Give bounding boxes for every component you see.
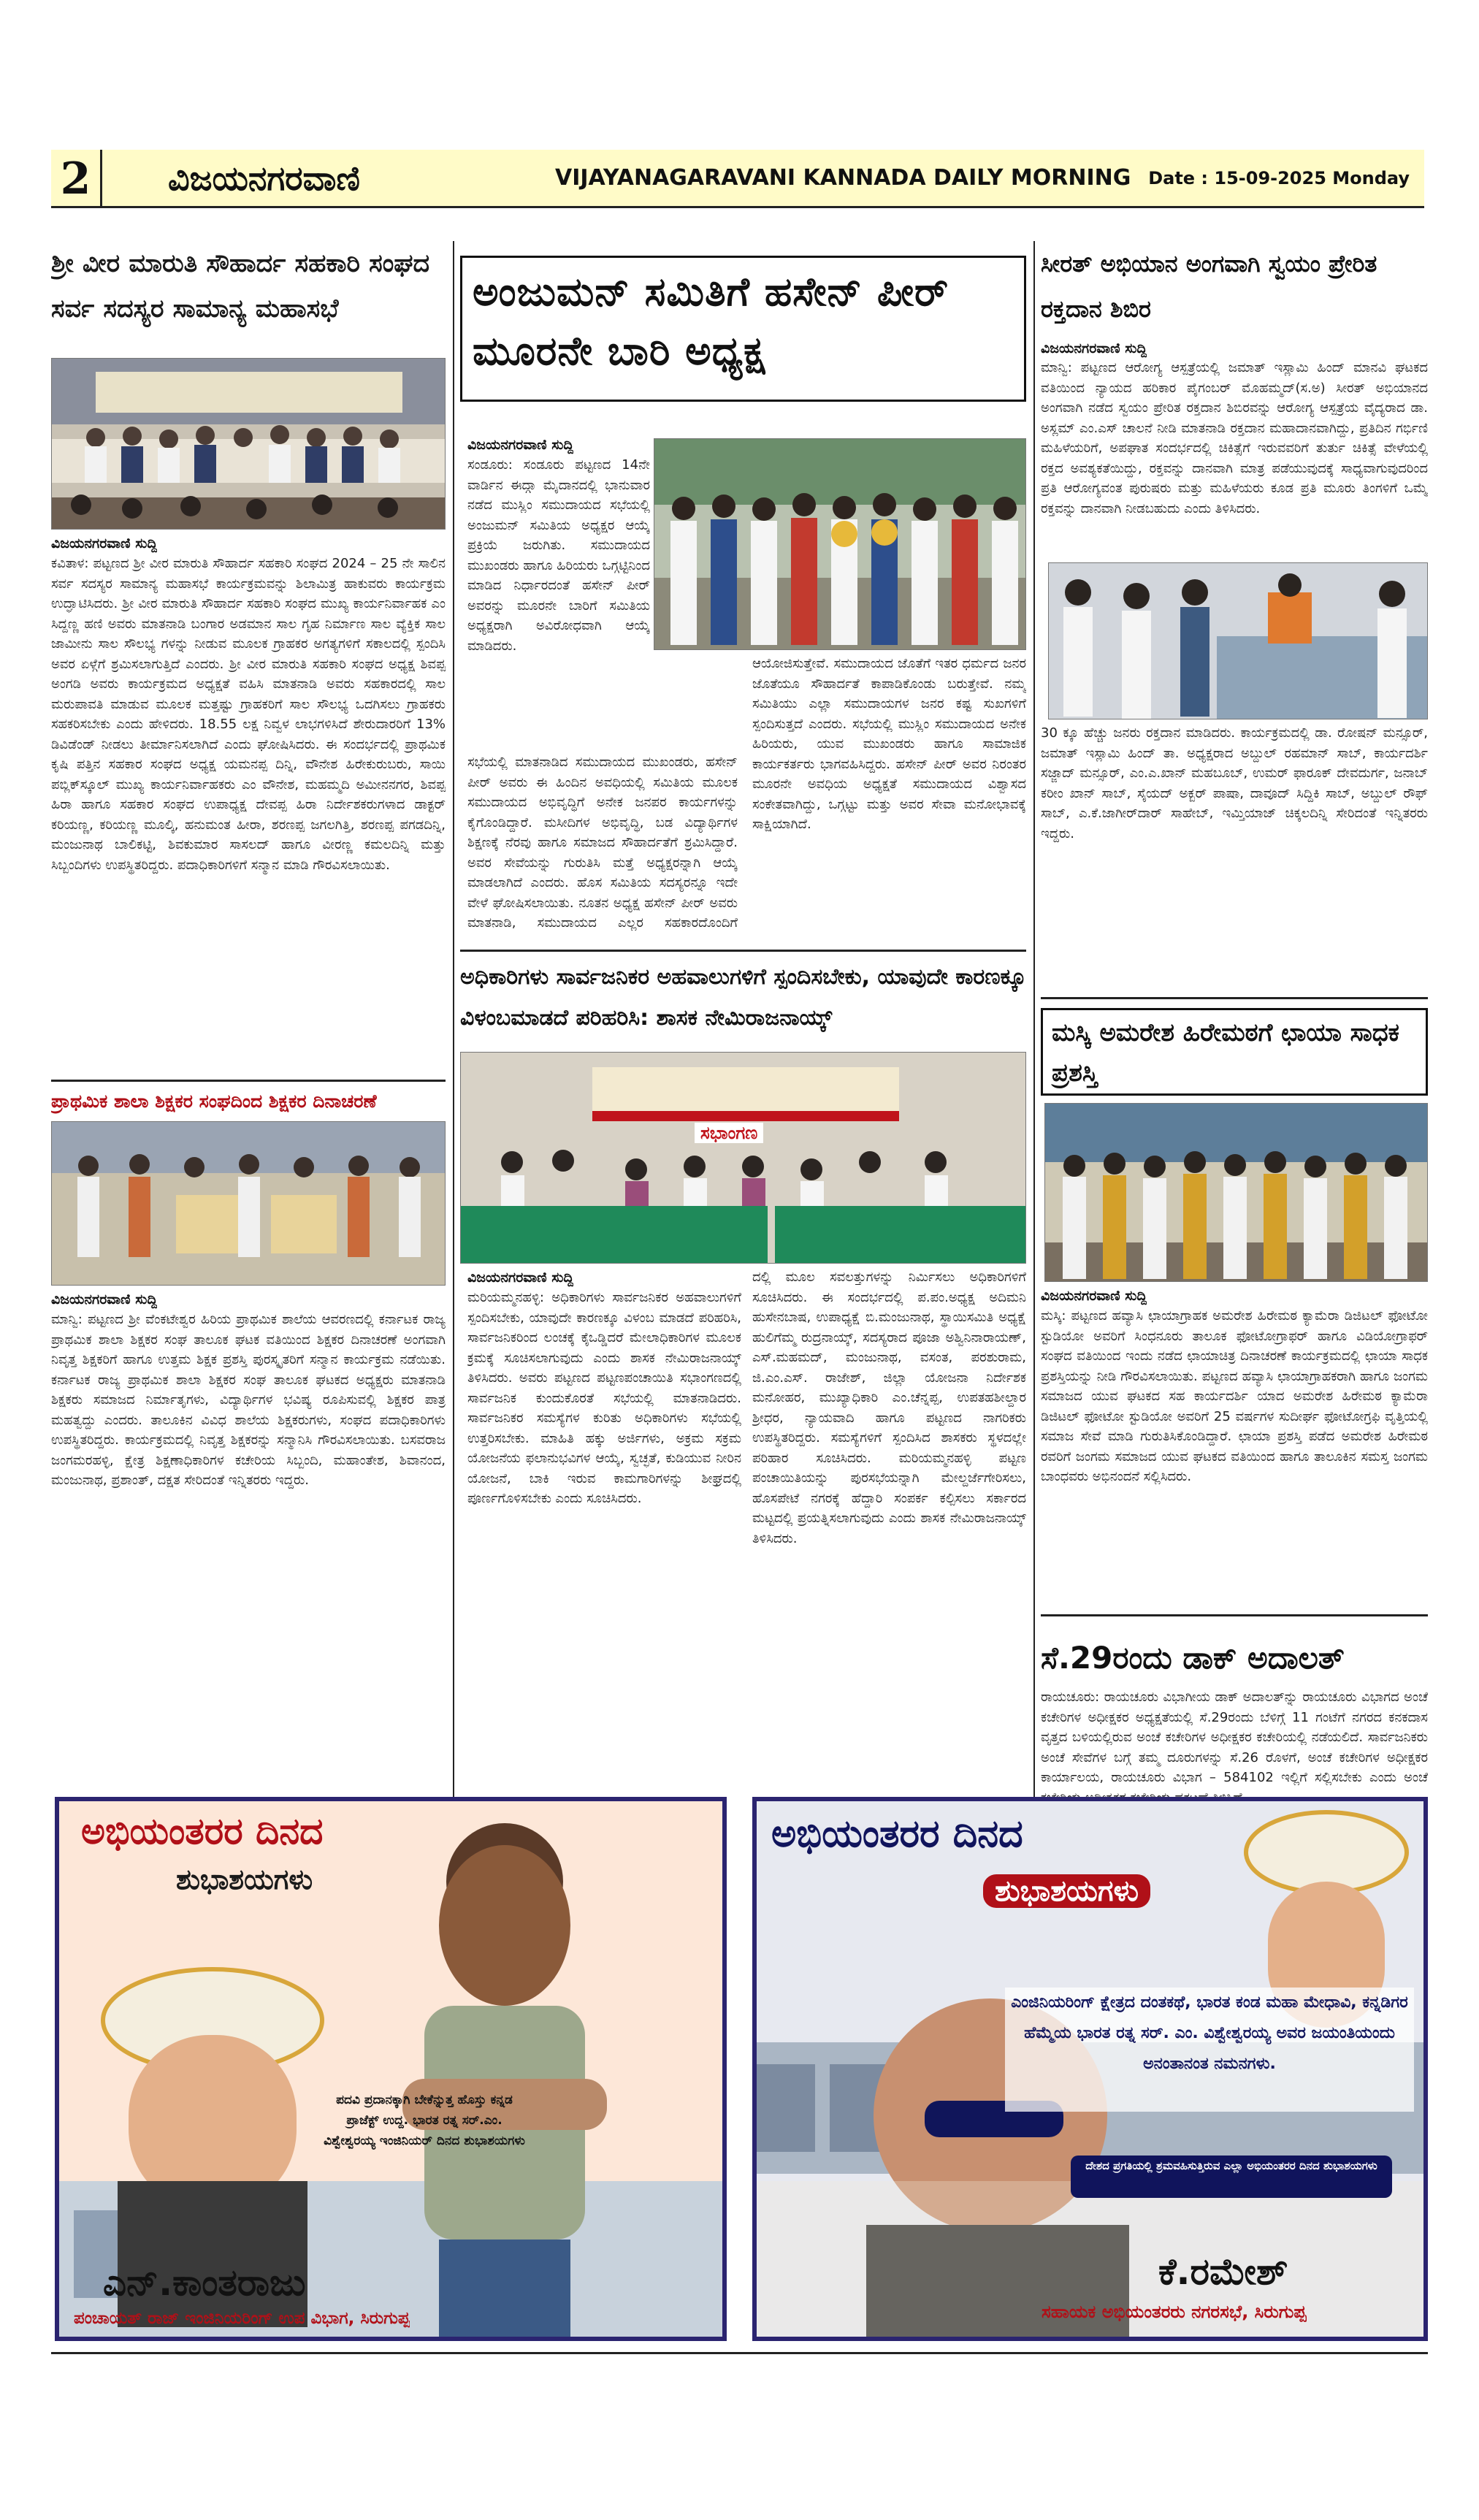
paper-name-kannada: ವಿಜಯನಗರವಾಣಿ <box>168 159 360 198</box>
ad-subtitle: ಶುಭಾಶಯಗಳು <box>176 1863 313 1895</box>
article-byline: ವಿಜಯನಗರವಾಣಿ ಸುದ್ದಿ <box>467 1269 574 1286</box>
ad-designation: ಪಂಚಾಯತ್ ರಾಜ್ ಇಂಜಿನಿಯರಿಂಗ್ ಉಪ ವಿಭಾಗ, ಸಿರುಗುಪ್ಪ <box>74 2309 410 2328</box>
column-divider <box>1033 241 1035 2067</box>
meeting-photo-illustration <box>52 359 446 530</box>
column-divider <box>453 241 454 2067</box>
ad-message: ಪದವಿ ಪ್ರದಾನಕ್ಕಾಗಿ ಬೇಕೆನ್ನುತ್ತ ಹೊಸ್ತು ಕನ್ನಡ ಪ್ರಾಜೆಕ್ಟ್ ಉದ್ದ. ಭಾರತ ರತ್ನ ಸರ್.ಎಂ. ವಿಶ್ವೇಶ್ವರಯ್ಯ ಇಂಜಿನಿಯರ್ ದಿನದ ಶುಭಾಶಯಗಳು <box>324 2093 525 2148</box>
article-headline: ಸೆ.29ರಂದು ಡಾಕ್ ಅದಾಲತ್ <box>1041 1640 1345 1676</box>
article-photo <box>1044 1103 1428 1282</box>
advertisement-right <box>752 1797 1428 2341</box>
article-body: ಕವಿತಾಳ: ಪಟ್ಟಣದ ಶ್ರೀ ವೀರ ಮಾರುತಿ ಸೌಹಾರ್ದ ಸಹಕಾರಿ ಸಂಘದ 2024 – 25 ನೇ ಸಾಲಿನ ಸರ್ವ ಸದಸ್ಯರ ಸಾಮಾನ್ಯ ಮಹಾಸಭೆ ಕಾರ್ಯಕ್ರಮವನ್ನು ಶಿಲಾಮಿತ್ರ ಹಾಕುವರು ಕಾರ್ಯಕ್ರಮ ಉದ್ಘಾಟಿಸಿದರು. ಶ್ರೀ ವೀರ ಮಾರುತಿ ಸೌಹಾರ್ದ ಸಹಕಾರಿ ಸಂಘದ ಮುಖ್ಯ ಕಾರ್ಯನಿರ್ವಾಹಕ ಎಂ ಸಿದ್ದಣ್ಣ ಹಣಿ ಅವರು ಮಾತನಾಡಿ ಬಂಗಾರ ಅಡಮಾನ ಸಾಲ ಗೃಹ ನಿರ್ಮಾಣ ಸಾಲ ವ್ಯೆಕ್ತಿಕ ಸಾಲ ಜಾಮೀನು ಸಾಲ ಸೌಲಭ್ಯ ಗಳನ್ನು ನೀಡುವ ಮೂಲಕ ಗ್ರಾಹಕರ ಅಗತ್ಯಗಳಿಗೆ ಸಕಾಲದಲ್ಲಿ ಸ್ಪಂದಿಸಿ ಅವರ ಏಳ್ಗೆಗೆ ಶ್ರಮಿಸಲಾಗುತ್ತಿದೆ ಎಂದರು. ಶ್ರೀ ವೀರ ಮಾರುತಿ ಸಹಕಾರಿ ಸಂಘದ ಅಧ್ಯಕ್ಷ ಶಿವಪ್ಪ ಅಂಗಡಿ ಅವರು ಕಾರ್ಯಕ್ರಮದ ಅಧ್ಯಕ್ಷತೆ ವಹಿಸಿ ಮಾತನಾಡಿ ಅವರು ಸಹಕಾರದಲ್ಲಿ ಸಾಲ ಮರುಪಾವತಿ ಮಾಡುವ ಮೂಲಕ ಮತ್ತಷ್ಟು ಗ್ರಾಹಕರಿಗೆ ಸಾಲ ಸೌಲಭ್ಯ ಒದಗಿಸಲು ಗ್ರಾಹಕರು ಸಹಕರಿಸಬೇಕು ಎಂದು ಹೇಳಿದರು. 18.55 ಲಕ್ಷ ನಿವ್ವಳ ಲಾಭಗಳಿಸಿದೆ ಶೇರುದಾರರಿಗೆ 13% ಡಿವಿಡೆಂಡ್ ನೀಡಲು ತೀರ್ಮಾನಿಸಲಾಗಿದೆ ಎಂದು ಘೋಷಿಸಿದರು. ಈ ಸಂದರ್ಭದಲ್ಲಿ ಪ್ರಾಥಮಿಕ ಕೃಷಿ ಪತ್ತಿನ ಸಹಕಾರ ಸಂಘದ ಅಧ್ಯಕ್ಷ ಯಮನಪ್ಪ ದಿನ್ನಿ, ವೌನೇಶ ಹಿರೇಕುರುಬರು, ಸಾಯಿ ಪಬ್ಲಿಕ್‌ಸ್ಕೂಲ್ ಮುಖ್ಯ ಕಾರ್ಯನಿರ್ವಾಹಕರು ಎಂ ವೌನೇಶ, ಮಹಮ್ಮದಿ ಅಮೀನನಗರ, ಶಿವಪ್ಪ ಹಿರಾ ಹಾಗೂ ಸಹಕಾರ ಸಂಘದ ಉಪಾಧ್ಯಕ್ಷ ದೇವಪ್ಪ ಹಿರಾ ನಿರ್ದೇಶಕರುಗಳಾದ ಡಾಕ್ಟರ್ ಕರಿಯಣ್ಣ, ಕರಿಯಣ್ಣ ಮೂಲ್ಕಿ, ಹನುಮಂತ ಹೀರಾ, ಶರಣಪ್ಪ ಜಗಲಗಿತ್ತಿ, ಶರಣಪ್ಪ ಪಗಡದಿನ್ನಿ, ಮಂಜುನಾಥ ಬಾಲಿಕಟ್ಟಿ, ಶಿವಕುಮಾರ ಸಾಸಲದ್ ಹಾಗೂ ವೀರಣ್ಣ ಕಮಲದಿನ್ನಿ ಮತ್ತು ಸಿಬ್ಬಂದಿಗಳು ಉಪಸ್ಥಿತರಿದ್ದರು. ಪದಾಧಿಕಾರಿಗಳಿಗೆ ಸನ್ಮಾನ ಮಾಡಿ ಗೌರವಿಸಲಾಯಿತು. <box>51 556 446 873</box>
section-rule <box>460 950 1026 952</box>
article-byline: ವಿಜಯನಗರವಾಣಿ ಸುದ್ದಿ <box>1041 340 1147 356</box>
article-maruthi <box>51 241 446 1088</box>
article-photo <box>51 1121 446 1286</box>
meeting-hall-photo <box>461 1053 1026 1264</box>
ad-title: ಅಭಿಯಂತರರ ದಿನದ <box>771 1812 1023 1856</box>
article-seerath <box>1041 241 1428 993</box>
article-body: ಮರಿಯಮ್ಮನಹಳ್ಳಿ: ಅಧಿಕಾರಿಗಳು ಸಾರ್ವಜನಿಕರ ಅಹವಾಲುಗಳಿಗೆ ಸ್ಪಂದಿಸಬೇಕು, ಯಾವುದೇ ಕಾರಣಕ್ಕೂ ವಿಳಂಬ ಮಾಡದೆ ಪರಿಹರಿಸಿ, ಸಾರ್ವಜನಿಕರಿಂದ ಲಂಚಕ್ಕೆ ಕೈಒಡ್ಡಿದರೆ ಮೇಲಾಧಿಕಾರಿಗಳ ಮೂಲಕ ಕ್ರಮಕ್ಕೆ ಸೂಚಿಸಲಾಗುವುದು ಎಂದು ಶಾಸಕ ನೇಮಿರಾಜನಾಯ್ಕ್ ತಿಳಿಸಿದರು. ಅವರು ಪಟ್ಟಣದ ಪಟ್ಟಣಪಂಚಾಯಿತಿ ಸಭಾಂಗಣದಲ್ಲಿ ಸಾರ್ವಜನಿಕ ಕುಂದುಕೊರತೆ ಸಭೆಯಲ್ಲಿ ಮಾತನಾಡಿದರು. ಸಾರ್ವಜನಿಕರ ಸಮಸ್ಯೆಗಳ ಕುರಿತು ಅಧಿಕಾರಿಗಳು ಸಭೆಯಲ್ಲಿ ಉತ್ತರಿಸಬೇಕು. ಮಾಹಿತಿ ಹಕ್ಕು ಅರ್ಜಿಗಳು, ಅಕ್ರಮ ಸಕ್ರಮ ಯೋಜನೆಯ ಫಲಾನುಭವಿಗಳ ಆಯ್ಕೆ, ಸ್ವಚ್ಛತೆ, ಕುಡಿಯುವ ನೀರಿನ ಯೋಜನೆ, ಬಾಕಿ ಇರುವ ಕಾಮಗಾರಿಗಳನ್ನು ಶೀಘ್ರದಲ್ಲಿ ಪೂರ್ಣಗೊಳಿಸಬೇಕು ಎಂದು ಸೂಚಿಸಿದರು. <box>467 1290 741 1506</box>
ad-subtitle: ಶುಭಾಶಯಗಳು <box>983 1874 1150 1908</box>
article-body-main: ಸಭೆಯಲ್ಲಿ ಮಾತನಾಡಿದ ಸಮುದಾಯದ ಮುಖಂಡರು, ಹಸೇನ್ ಪೀರ್ ಅವರು ಈ ಹಿಂದಿನ ಅವಧಿಯಲ್ಲಿ ಸಮಿತಿಯ ಮೂಲಕ ಸಮುದಾಯದ ಅಭಿವೃದ್ಧಿಗೆ ಅನೇಕ ಜನಪರ ಕಾರ್ಯಗಳನ್ನು ಕೈಗೊಂಡಿದ್ದಾರೆ. ಮಸೀದಿಗಳ ಅಭಿವೃದ್ಧಿ, ಬಡ ವಿದ್ಯಾರ್ಥಿಗಳ ಶಿಕ್ಷಣಕ್ಕೆ ನೆರವು ಹಾಗೂ ಸಮಾಜದ ಸೌಹಾರ್ದತೆಗೆ ಶ್ರಮಿಸಿದ್ದಾರೆ. ಅವರ ಸೇವೆಯನ್ನು ಗುರುತಿಸಿ ಮತ್ತೆ ಅಧ್ಯಕ್ಷರನ್ನಾಗಿ ಆಯ್ಕೆ ಮಾಡಲಾಗಿದೆ ಎಂದರು. ಹೊಸ ಸಮಿತಿಯ ಸದಸ್ಯರನ್ನೂ ಇದೇ ವೇಳೆ ಘೋಷಿಸಲಾಯಿತು. ನೂತನ ಅಧ್ಯಕ್ಷ ಹಸೇನ್ ಪೀರ್ ಅವರು ಮಾತನಾಡಿ, ಸಮುದಾಯದ ಎಲ್ಲರ ಸಹಕಾರದೊಂದಿಗೆ <box>467 755 738 931</box>
article-body-continued: ದಲ್ಲಿ ಮೂಲ ಸವಲತ್ತುಗಳನ್ನು ನಿರ್ಮಿಸಲು ಅಧಿಕಾರಿಗಳಿಗೆ ಸೂಚಿಸಿದರು. ಈ ಸಂದರ್ಭದಲ್ಲಿ ಪ.ಪಂ.ಅಧ್ಯಕ್ಷ ಅದಿಮನಿ ಹುಸೇನಬಾಷ, ಉಪಾಧ್ಯಕ್ಷೆ ಬಿ.ಮಂಜುನಾಥ, ಸ್ಥಾಯಿಸಮಿತಿ ಅಧ್ಯಕ್ಷೆ ಹುಲಿಗೆಮ್ಮ ರುದ್ರನಾಯ್ಕ್, ಸದಸ್ಯರಾದ ಪೂಜಾ ಅಶ್ವಿನಿನಾರಾಯಣ್, ಎಸ್.ಮಹಮದ್, ಮಂಜುನಾಥ, ವಸಂತ, ಪರಶುರಾಮ, ಜಿ.ಎಂ.ಎಸ್. ರಾಜೇಶ್, ಜಿಲ್ಲಾ ಯೋಜನಾ ನಿರ್ದೇಶಕ ಮನೋಹರ, ಮುಖ್ಯಾಧಿಕಾರಿ ಎಂ.ಚೆನ್ನಪ್ಪ, ಉಪತಹಶೀಲ್ದಾರ ಶ್ರೀಧರ, ನ್ಯಾಯವಾದಿ ಹಾಗೂ ಪಟ್ಟಣದ ನಾಗರಿಕರು ಉಪಸ್ಥಿತರಿದ್ದರು. ಸಮಸ್ಯೆಗಳಿಗೆ ಸ್ಪಂದಿಸಿದ ಶಾಸಕರು ಸ್ಥಳದಲ್ಲೇ ಪರಿಹಾರ ಸೂಚಿಸಿದರು. ಮರಿಯಮ್ಮನಹಳ್ಳಿ ಪಟ್ಟಣ ಪಂಚಾಯಿತಿಯನ್ನು ಪುರಸಭೆಯನ್ನಾಗಿ ಮೇಲ್ದರ್ಜೆಗೇರಿಸಲು, ಹೊಸಪೇಟೆ ನಗರಕ್ಕೆ ಹೆದ್ದಾರಿ ಸಂಪರ್ಕ ಕಲ್ಪಿಸಲು ಸರ್ಕಾರದ ಮಟ್ಟದಲ್ಲಿ ಪ್ರಯತ್ನಿಸಲಾಗುವುದು ಎಂದು ಶಾಸಕ ನೇಮಿರಾಜನಾಯ್ಕ್ ತಿಳಿಸಿದರು. <box>752 1269 1026 1546</box>
article-body: ಮಸ್ಕಿ: ಪಟ್ಟಣದ ಹವ್ಯಾಸಿ ಛಾಯಾಗ್ರಾಹಕ ಅಮರೇಶ ಹಿರೇಮಠ ಕ್ಯಾಮೆರಾ ಡಿಜಿಟಲ್ ಫೋಟೋ ಸ್ಟುಡಿಯೋ ಅವರಿಗೆ ಸಿಂಧನೂರು ತಾಲೂಕ ಫೋಟೋಗ್ರಾಫರ್ ಹಾಗೂ ವಿಡಿಯೋಗ್ರಾಫರ್ ಸಂಘದ ವತಿಯಿಂದ ಇಂದು ನಡೆದ ಛಾಯಾಚಿತ್ರ ದಿನಾಚರಣೆ ಕಾರ್ಯಕ್ರಮದಲ್ಲಿ ಛಾಯಾ ಸಾಧಕ ಪ್ರಶಸ್ತಿಯನ್ನು ನೀಡಿ ಗೌರವಿಸಲಾಯಿತು. ಪಟ್ಟಣದ ಹವ್ಯಾಸಿ ಛಾಯಾಗ್ರಾಹಕರಾಗಿ ಹಾಗೂ ಜಂಗಮ ಸಮಾಜದ ಯುವ ಘಟಕದ ಸಹ ಕಾರ್ಯದರ್ಶಿ ಯಾದ ಅಮರೇಶ ಹಿರೇಮಠ ಕ್ಯಾಮೆರಾ ಡಿಜಿಟಲ್ ಫೋಟೋ ಸ್ಟುಡಿಯೋ ಅವರಿಗೆ 25 ವರ್ಷಗಳ ಸುದೀರ್ಘ ಫೋಟೋಗ್ರಫಿ ವೃತ್ತಿಯಲ್ಲಿ ಸಮಾಜ ಸೇವೆ ಮಾಡಿ ಗುರುತಿಸಿಕೊಂಡಿದ್ದಾರೆ. ಛಾಯಾ ಪ್ರಶಸ್ತಿ ಪಡೆದ ಅಮರೇಶ ಹಿರೇಮಠ ರವರಿಗೆ ಜಂಗಮ ಸಮಾಜದ ಯುವ ಘಟಕದ ವತಿಯಿಂದ ಹಾಗೂ ತಾಲೂಕಿನ ಸಮಸ್ತ ಜಂಗಮ ಬಾಂಧವರು ಅಭಿನಂದನೆ ಸಲ್ಲಿಸಿದರು. <box>1041 1308 1428 1484</box>
dateline: Date : 15-09-2025 Monday <box>1148 168 1410 188</box>
page-bottom-rule <box>51 2352 1428 2354</box>
masthead <box>51 150 1424 208</box>
article-headline: ಪ್ರಾಥಮಿಕ ಶಾಲಾ ಶಿಕ್ಷಕರ ಸಂಘದಿಂದ ಶಿಕ್ಷಕರ ದಿನಾಚರಣೆ <box>51 1091 377 1112</box>
column-rule <box>51 1080 446 1082</box>
article-anjuman <box>460 241 1026 942</box>
ad-footer-note: ದೇಶದ ಪ್ರಗತಿಯಲ್ಲಿ ಶ್ರಮವಹಿಸುತ್ತಿರುವ ಎಲ್ಲಾ ಅಭಿಯಂತರರ ದಿನದ ಶುಭಾಶಯಗಳು <box>1071 2156 1392 2198</box>
article-headline: ಮಸ್ಕಿ ಅಮರೇಶ ಹಿರೇಮಠಗೆ ಛಾಯಾ ಸಾಧಕ ಪ್ರಶಸ್ತಿ <box>1041 1008 1428 1096</box>
ad-message: ಎಂಜಿನಿಯರಿಂಗ್ ಕ್ಷೇತ್ರದ ದಂತಕಥೆ, ಭಾರತ ಕಂಡ ಮಹಾ ಮೇಧಾವಿ, ಕನ್ನಡಿಗರ ಹೆಮ್ಮೆಯ ಭಾರತ ರತ್ನ ಸರ್. ಎಂ. ವಿಶ್ವೇಶ್ವರಯ್ಯ ಅವರ ಜಯಂತಿಯಂದು ಅನಂತಾನಂತ ನಮನಗಳು. <box>1005 1988 1414 2112</box>
page-number: 2 <box>51 150 102 208</box>
hall-banner-label: ಸಭಾಂಗಣ <box>695 1123 763 1143</box>
article-byline: ವಿಜಯನಗರವಾಣಿ ಸುದ್ದಿ <box>51 1291 158 1307</box>
article-headline: ಅಂಜುಮನ್ ಸಮಿತಿಗೆ ಹಸೇನ್ ಪೀರ್ ಮೂರನೇ ಬಾರಿ ಅಧ್ಯಕ್ಷ <box>460 256 1026 402</box>
blood-donation-photo <box>1049 563 1428 719</box>
ad-designation: ಸಹಾಯಕ ಅಭಿಯಂತರರು ನಗರಸಭೆ, ಸಿರುಗುಪ್ಪ <box>1042 2302 1307 2322</box>
article-byline: ವಿಜಯನಗರವಾಣಿ ಸುದ್ದಿ <box>51 535 158 551</box>
paper-name-english: VIJAYANAGARAVANI KANNADA DAILY MORNING <box>555 165 1131 191</box>
article-photo <box>460 1052 1026 1264</box>
article-body-intro: ಸಂಡೂರು: ಸಂಡೂರು ಪಟ್ಟಣದ 14ನೇ ವಾರ್ಡಿನ ಈದ್ಗಾ ಮೈದಾನದಲ್ಲಿ ಭಾನುವಾರ ನಡೆದ ಮುಸ್ಲಿಂ ಸಮುದಾಯದ ಸಭೆಯಲ್ಲಿ ಅಂಜುಮನ್ ಸಮಿತಿಯ ಅಧ್ಯಕ್ಷರ ಆಯ್ಕೆ ಪ್ರಕ್ರಿಯೆ ಜರುಗಿತು. ಸಮುದಾಯದ ಮುಖಂಡರು ಹಾಗೂ ಹಿರಿಯರು ಒಗ್ಗಟ್ಟಿನಿಂದ ಮಾಡಿದ ನಿರ್ಧಾರದಂತೆ ಹಸೇನ್ ಪೀರ್ ಅವರನ್ನು ಮೂರನೇ ಬಾರಿಗೆ ಸಮಿತಿಯ ಅಧ್ಯಕ್ಷರಾಗಿ ಅವಿರೋಧವಾಗಿ ಆಯ್ಕೆ ಮಾಡಿದರು. <box>467 457 650 654</box>
article-headline: ಶ್ರೀ ವೀರ ಮಾರುತಿ ಸೌಹಾರ್ದ ಸಹಕಾರಿ ಸಂಘದ ಸರ್ವ ಸದಸ್ಯರ ಸಾಮಾನ್ಯ ಮಹಾಸಭೆ <box>51 249 430 324</box>
teachers-day-photo <box>52 1122 446 1286</box>
article-body: ರಾಯಚೂರು: ರಾಯಚೂರು ವಿಭಾಗೀಯ ಡಾಕ್ ಅದಾಲತ್‌ನ್ನು ರಾಯಚೂರು ವಿಭಾಗದ ಅಂಚೆ ಕಚೇರಿಗಳ ಅಧೀಕ್ಷಕರ ಅಧ್ಯಕ್ಷತೆಯಲ್ಲಿ ಸೆ.29ರಂದು ಬೆಳಿಗ್ಗೆ 11 ಗಂಟೆಗೆ ನಗರದ ಕನಕದಾಸ ವೃತ್ತದ ಬಳಿಯಲ್ಲಿರುವ ಅಂಚೆ ಕಚೇರಿಗಳ ಅಧೀಕ್ಷಕರ ಕಚೇರಿಯಲ್ಲಿ ನಡೆಯಲಿದೆ. ಸಾರ್ವಜನಿಕರು ಅಂಚೆ ಸೇವೆಗಳ ಬಗ್ಗೆ ತಮ್ಮ ದೂರುಗಳನ್ನು ಸೆ.26 ರೊಳಗೆ, ಅಂಚೆ ಕಚೇರಿಗಳ ಅಧೀಕ್ಷಕರ ಕಾರ್ಯಾಲಯ, ರಾಯಚೂರು ವಿಭಾಗ – 584102 ಇಲ್ಲಿಗೆ ಸಲ್ಲಿಸಬೇಕು ಎಂದು ಅಂಚೆ <box>1041 1689 1428 1785</box>
section-rule <box>1041 997 1428 999</box>
article-byline: ವಿಜಯನಗರವಾಣಿ ಸುದ್ದಿ <box>467 437 574 453</box>
ad-title: ಅಭಿಯಂತರರ ದಿನದ <box>81 1810 324 1852</box>
article-photo <box>654 438 1026 650</box>
article-headline: ಸೀರತ್ ಅಭಿಯಾನ ಅಂಗವಾಗಿ ಸ್ವಯಂ ಪ್ರೇರಿತ ರಕ್ತದಾನ ಶಿಬಿರ <box>1041 250 1377 323</box>
article-body: ಮಾನ್ವಿ: ಪಟ್ಟಣದ ಶ್ರೀ ವೆಂಕಟೇಶ್ವರ ಹಿರಿಯ ಪ್ರಾಥಮಿಕ ಶಾಲೆಯ ಆವರಣದಲ್ಲಿ ಕರ್ನಾಟಕ ರಾಜ್ಯ ಪ್ರಾಥಮಿಕ ಶಾಲಾ ಶಿಕ್ಷಕರ ಸಂಘ ತಾಲೂಕ ಘಟಕ ವತಿಯಿಂದ ಶಿಕ್ಷಕರ ದಿನಾಚರಣೆ ಅಂಗವಾಗಿ ನಿವೃತ್ತ ಶಿಕ್ಷಕರಿಗೆ ಹಾಗೂ ಉತ್ತಮ ಶಿಕ್ಷಕ ಪ್ರಶಸ್ತಿ ಪುರಸ್ಕೃತರಿಗೆ ಸನ್ಮಾನ ಕಾರ್ಯಕ್ರಮ ನಡೆಯಿತು. ಕರ್ನಾಟಕ ರಾಜ್ಯ ಪ್ರಾಥಮಿಕ ಶಾಲಾ ಶಿಕ್ಷಕರ ಸಂಘ ತಾಲೂಕ ಘಟಕದ ಅಧ್ಯಕ್ಷರು ಮಾತನಾಡಿ ಶಿಕ್ಷಕರು ಸಮಾಜದ ನಿರ್ಮಾತೃಗಳು, ವಿದ್ಯಾರ್ಥಿಗಳ ಭವಿಷ್ಯ ರೂಪಿಸುವಲ್ಲಿ ಶಿಕ್ಷಕರ ಪಾತ್ರ ಮಹತ್ವದ್ದು ಎಂದರು. ತಾಲೂಕಿನ ವಿವಿಧ ಶಾಲೆಯ ಶಿಕ್ಷಕರುಗಳು, ಸಂಘದ ಪದಾಧಿಕಾರಿಗಳು ಉಪಸ್ಥಿತರಿದ್ದರು. ಕಾರ್ಯಕ್ರಮದಲ್ಲಿ ನಿವೃತ್ತ ಶಿಕ್ಷಕರನ್ನು ಸನ್ಮಾನಿಸಿ ಗೌರವಿಸಲಾಯಿತು. ಬಸವರಾಜ ಜಂಗಮರಹಳ್ಳಿ, ಕ್ಷೇತ್ರ ಶಿಕ್ಷಣಾಧಿಕಾರಿಗಳ ಕಚೇರಿಯ ಸಿಬ್ಬಂದಿ, ಮಹಾಂತೇಶ, ಶಿವಾನಂದ, ಮಂಜುನಾಥ, ಪ್ರಶಾಂತ್, ದಕ್ಷತ ಸೇರಿದಂತೆ ಇನ್ನಿತರರು ಇದ್ದರು. <box>51 1312 446 1488</box>
advertisement-left <box>55 1797 727 2341</box>
article-photo <box>51 358 446 530</box>
group-photo-illustration <box>654 439 1026 650</box>
ad-person-name: ಕೆ.ರಮೇಶ್ <box>1158 2250 1288 2293</box>
article-body-continued: ಆಯೋಜಿಸುತ್ತೇವೆ. ಸಮುದಾಯದ ಜೊತೆಗೆ ಇತರ ಧರ್ಮದ ಜನರ ಜೊತೆಯೂ ಸೌಹಾರ್ದತೆ ಕಾಪಾಡಿಕೊಂಡು ಬರುತ್ತೇವೆ. ನಮ್ಮ ಸಮಿತಿಯು ಎಲ್ಲಾ ಸಮುದಾಯಗಳ ಜನರ ಕಷ್ಟ ಸುಖಗಳಿಗೆ ಸ್ಪಂದಿಸುತ್ತದೆ ಎಂದರು. ಸಭೆಯಲ್ಲಿ ಮುಸ್ಲಿಂ ಸಮುದಾಯದ ಅನೇಕ ಹಿರಿಯರು, ಯುವ ಮುಖಂಡರು ಹಾಗೂ ಸಾಮಾಜಿಕ ಕಾರ್ಯಕರ್ತರು ಭಾಗವಹಿಸಿದ್ದರು. ಹಸೇನ್ ಪೀರ್ ಅವರ ನಿರಂತರ ಮೂರನೇ ಅವಧಿಯ ಅಧ್ಯಕ್ಷತೆ ಸಮುದಾಯದ ವಿಶ್ವಾಸದ ಸಂಕೇತವಾಗಿದ್ದು, ಒಗ್ಗಟ್ಟು ಮತ್ತು ಅವರ ಸೇವಾ ಮನೋಭಾವಕ್ಕೆ ಸಾಕ್ಷಿಯಾಗಿದೆ. <box>752 656 1026 832</box>
article-byline: ವಿಜಯನಗರವಾಣಿ ಸುದ್ದಿ <box>1041 1288 1147 1304</box>
article-photo <box>1048 562 1428 719</box>
article-body: ಮಾನ್ವಿ: ಪಟ್ಟಣದ ಆರೋಗ್ಯ ಆಸ್ಪತ್ರೆಯಲ್ಲಿ ಜಮಾತ್ ಇಸ್ಲಾಮಿ ಹಿಂದ್ ಮಾನವಿ ಘಟಕದ ವತಿಯಿಂದ ನ್ಯಾಯದ ಹರಿಕಾರ ಪೈಗಂಬರ್ ಮೊಹಮ್ಮದ್(ಸ.ಅ) ಸೀರತ್ ಅಭಿಯಾನದ ಅಂಗವಾಗಿ ನಡೆದ ಸ್ವಯಂ ಪ್ರೇರಿತ ರಕ್ತದಾನ ಶಿಬಿರವನ್ನು ಆರೋಗ್ಯ ಆಸ್ಪತ್ರೆಯ ವೈದ್ಯರಾದ ಡಾ. ಅಸ್ಲಮ್ ಎಂ.ಎಸ್ ಚಾಲನೆ ನೀಡಿ ಮಾತನಾಡಿ ರಕ್ತದಾನ ಮಹಾದಾನವಾಗಿದ್ದು, ಪ್ರತಿದಿನ ಗರ್ಭಿಣಿ ಮಹಿಳೆಯರಿಗೆ, ಅಪಘಾತ ಸಂದರ್ಭದಲ್ಲಿ ಚಿಕಿತ್ಸೆಗೆ ಇರುವವರಿಗೆ ತುರ್ತು ಚಿಕಿತ್ಸೆ ವೇಳೆಯಲ್ಲಿ ರಕ್ತದ ಅವಶ್ಯಕತೆಯಿದ್ದು, ರಕ್ತವನ್ನು ದಾನವಾಗಿ ಮಾತ್ರ ಪಡೆಯುವುದಕ್ಕೆ ಸಾಧ್ಯವಾಗುವುದರಿಂದ ಪ್ರತಿ ಆರೋಗ್ಯವಂತ ಪುರುಷರು ಮತ್ತು ಮಹಿಳೆಯರು ಕೂಡ ಪ್ರತಿ ಮೂರು ತಿಂಗಳಿಗೆ ಒಮ್ಮೆ ರಕ್ತವನ್ನು ದಾನವಾಗಿ ನೀಡಬಹುದು ಎಂದು ತಿಳಿಸಿದರು. <box>1041 360 1428 516</box>
ad-person-name: ಎನ್.ಕಾಂತರಾಜು <box>103 2261 306 2304</box>
article-headline: ಅಧಿಕಾರಿಗಳು ಸಾರ್ವಜನಿಕರ ಅಹವಾಲುಗಳಿಗೆ ಸ್ಪಂದಿಸಬೇಕು, ಯಾವುದೇ ಕಾರಣಕ್ಕೂ ವಿಳಂಬಮಾಡದೆ ಪರಿಹರಿಸಿ: ಶಾಸಕ ನೇಮಿರಾಜನಾಯ್ಕ್ <box>460 964 1026 1031</box>
award-ceremony-photo <box>1045 1104 1428 1282</box>
section-rule <box>1041 1614 1428 1616</box>
article-body-continued: 30 ಕ್ಕೂ ಹೆಚ್ಚು ಜನರು ರಕ್ತದಾನ ಮಾಡಿದರು. ಕಾರ್ಯಕ್ರಮದಲ್ಲಿ ಡಾ. ರೋಷನ್ ಮನ್ಸೂರ್, ಜಮಾತ್ ಇಸ್ಲಾಮಿ ಹಿಂದ್ ತಾ. ಅಧ್ಯಕ್ಷರಾದ ಅಬ್ದುಲ್ ರಹಮಾನ್ ಸಾಬ್, ಕಾರ್ಯದರ್ಶಿ ಸಜ್ಜಾದ್ ಮನ್ಸೂರ್, ಎಂ.ಎ.ಖಾನ್ ಮಹಬೂಬ್, ಉಮರ್ ಫಾರೂಕ್ ದೇವದುರ್ಗ, ಜನಾಬ್ ಕರೀಂ ಖಾನ್ ಸಾಬ್, ಸೈಯದ್ ಅಕ್ಬರ್ ಪಾಷಾ, ದಾವೂದ್ ಸಿದ್ದಿಕಿ ಸಾಬ್, ಅಬ್ದುಲ್ ರೌಫ್ ಸಾಬ್, ಎ.ಕೆ.ಜಾಗೀರ್‌ದಾರ್ ಸಾಹೇಬ್, ಇಮ್ತಿಯಾಜ್ ಚಿಕ್ಕಲದಿನ್ನಿ ಸೇರಿದಂತೆ ಇನ್ನಿತರರು ಇದ್ದರು. <box>1041 725 1428 841</box>
